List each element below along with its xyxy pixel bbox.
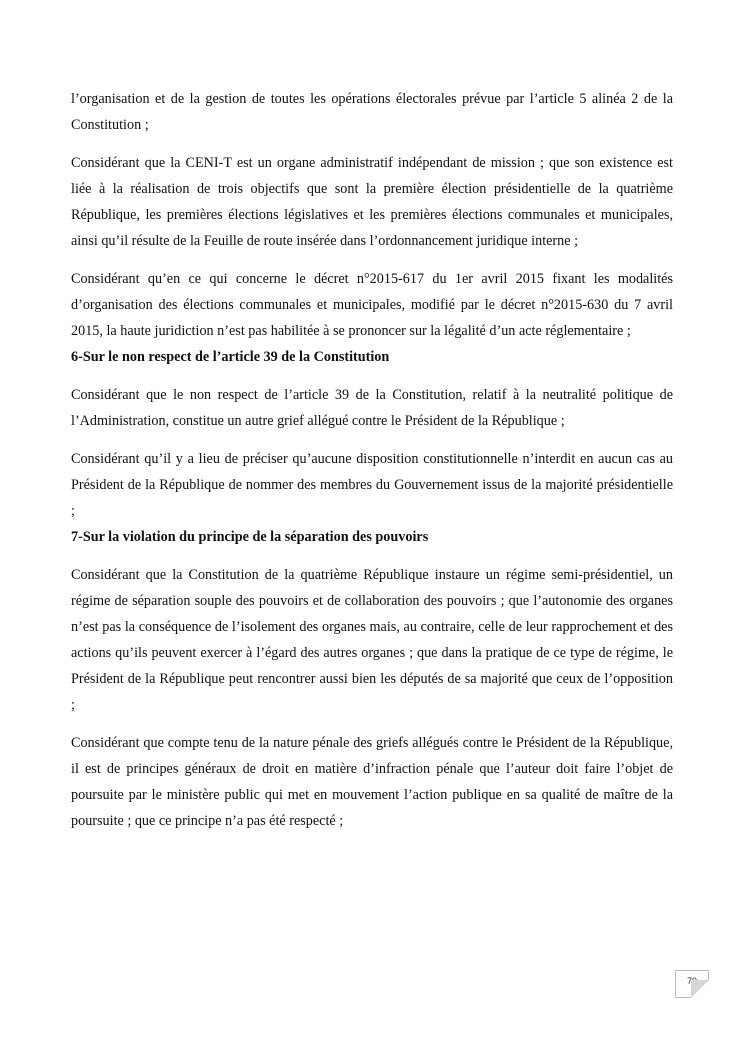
section-heading-6: 6-Sur le non respect de l’article 39 de la Constitution [71,349,390,365]
page-number: 79 [686,976,697,986]
paragraph-gouvernement: Considérant qu’il y a lieu de préciser qu’aucune disposition constitutionnelle n’interdit en aucun cas au Président de la République de nommer des membres du Gouvernement issus de la majorité présidentielle ; [71,451,673,519]
document-page [71,86,673,834]
paragraph-article-39: Considérant que le non respect de l’article 39 de la Constitution, relatif à la neutralité politique de l’Administration, constitue un autre grief allégué contre le Président de la République ; [71,387,673,429]
paragraph-ceni-t: Considérant que la CENI-T est un organe administratif indépendant de mission ; que son existence est liée à la réalisation de trois objectifs que sont la première élection présidentielle de la quatrième République, les premières élections législatives et les premières élections communales et municipales, ainsi qu’il résulte de la Feuille de route insérée dans l’ordonnancement juridique interne ; [71,155,673,249]
paragraph-semi-presidentiel: Considérant que la Constitution de la quatrième République instaure un régime semi-présidentiel, un régime de séparation souple des pouvoirs et de collaboration des pouvoirs ; que l’autonomie des organes n’est pas la conséquence de l’isolement des organes mais, au contraire, celle de leur rapprochement et des actions qu’ils peuvent exercer à l’égard des autres organes ; que dans la pratique de ce type de régime, le Président de la République peut rencontrer aussi bien les députés de sa majorité que ceux de l’opposition ; [71,567,673,713]
section-heading-7: 7-Sur la violation du principe de la séparation des pouvoirs [71,529,429,545]
paragraph-continuation: l’organisation et de la gestion de toutes les opérations électorales prévue par l’article 5 alinéa 2 de la Constitution ; [71,91,673,133]
page-fold-icon [691,980,709,998]
page-number-box [675,970,709,998]
paragraph-nature-penale: Considérant que compte tenu de la nature pénale des griefs allégués contre le Président de la République, il est de principes généraux de droit en matière d’infraction pénale que l’auteur doit faire l’objet de poursuite par le ministère public qui met en mouvement l’action publique en sa qualité de maître de la poursuite ; que ce principe n’a pas été respecté ; [71,735,673,829]
paragraph-decret: Considérant qu’en ce qui concerne le décret n°2015-617 du 1er avril 2015 fixant les modalités d’organisation des élections communales et municipales, modifié par le décret n°2015-630 du 7 avril 2015, la haute juridiction n’est pas habilitée à se prononcer sur la légalité d’un acte réglementaire ; [71,271,673,339]
